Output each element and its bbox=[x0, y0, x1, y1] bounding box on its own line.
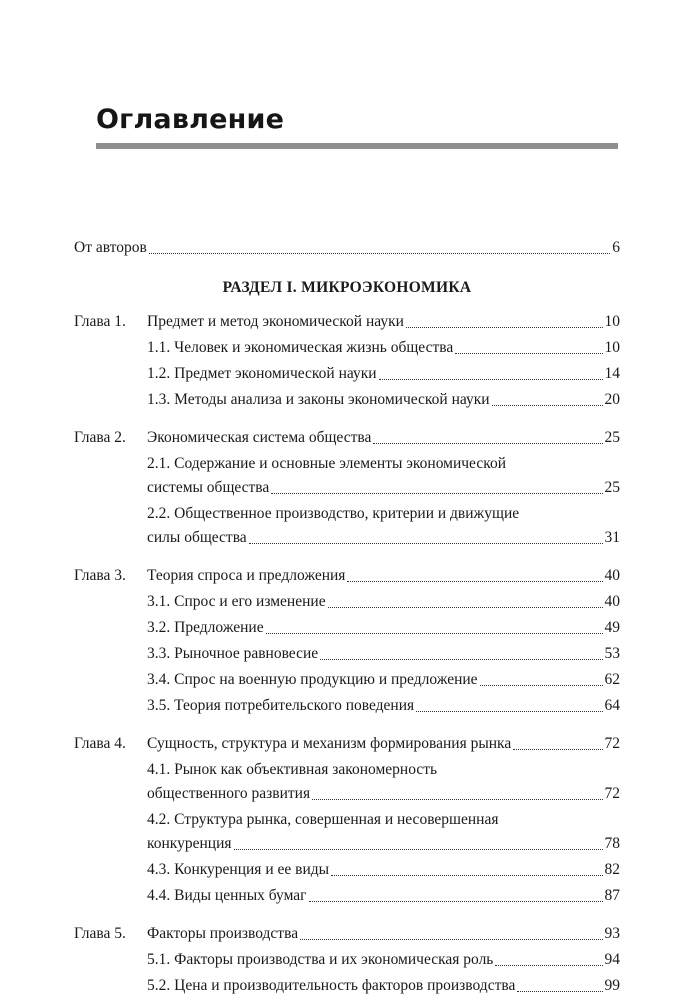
chapter-label: Глава 3. bbox=[74, 567, 126, 584]
toc-page-number: 49 bbox=[604, 619, 620, 636]
toc-subsection-entry[interactable] bbox=[74, 362, 620, 386]
chapters-list bbox=[74, 310, 620, 998]
chapter-label: Глава 2. bbox=[74, 429, 126, 446]
subsection-title: 3.5. Теория потребительского поведения bbox=[147, 697, 415, 714]
dot-leader bbox=[492, 405, 603, 406]
toc-subsection-entry[interactable] bbox=[74, 758, 620, 806]
toc-subsection-entry[interactable] bbox=[74, 948, 620, 972]
toc-page-number: 14 bbox=[604, 365, 620, 382]
dot-leader bbox=[309, 901, 603, 902]
dot-leader bbox=[517, 991, 602, 992]
subsection-title: 3.2. Предложение bbox=[147, 619, 264, 636]
toc-page-number: 25 bbox=[604, 429, 620, 446]
title-rule bbox=[96, 143, 618, 149]
toc-entry-text: От авторов bbox=[74, 239, 147, 256]
toc-page-number: 72 bbox=[604, 785, 620, 802]
chapter-title: Сущность, структура и механизм формирования рынка bbox=[147, 735, 512, 752]
chapter-label: Глава 1. bbox=[74, 313, 126, 330]
toc-page-number: 94 bbox=[604, 951, 620, 968]
toc-subsection-entry[interactable] bbox=[74, 452, 620, 500]
toc-page-number: 20 bbox=[604, 391, 620, 408]
chapter-block bbox=[74, 426, 620, 550]
dot-leader bbox=[379, 379, 603, 380]
chapter-title: Теория спроса и предложения bbox=[147, 567, 346, 584]
subsection-title-line1: 2.1. Содержание и основные элементы экономической bbox=[147, 455, 506, 472]
toc-page-number: 40 bbox=[604, 593, 620, 610]
toc-page-number: 6 bbox=[612, 239, 620, 256]
chapter-title: Экономическая система общества bbox=[147, 429, 372, 446]
subsection-title: 4.4. Виды ценных бумаг bbox=[147, 887, 307, 904]
dot-leader bbox=[312, 799, 602, 800]
chapter-block bbox=[74, 922, 620, 998]
toc-page-number: 40 bbox=[604, 567, 620, 584]
subsection-title: 5.2. Цена и производительность факторов производства bbox=[147, 977, 516, 994]
toc-subsection-entry[interactable] bbox=[74, 974, 620, 998]
dot-leader bbox=[271, 493, 602, 494]
toc-subsection-entry[interactable] bbox=[74, 668, 620, 692]
toc-subsection-entry[interactable] bbox=[74, 694, 620, 718]
dot-leader bbox=[513, 749, 602, 750]
toc-page-number: 62 bbox=[604, 671, 620, 688]
toc-page-number: 78 bbox=[604, 835, 620, 852]
subsection-title-line2: системы общества bbox=[147, 479, 270, 496]
chapter-block bbox=[74, 310, 620, 412]
toc-page-number: 53 bbox=[604, 645, 620, 662]
toc-subsection-entry[interactable] bbox=[74, 388, 620, 412]
toc-page-number: 10 bbox=[604, 313, 620, 330]
dot-leader bbox=[328, 607, 603, 608]
chapter-block bbox=[74, 732, 620, 908]
toc-chapter-entry[interactable] bbox=[74, 922, 620, 946]
toc-page-number: 82 bbox=[604, 861, 620, 878]
dot-leader bbox=[373, 443, 602, 444]
dot-leader bbox=[234, 849, 603, 850]
subsection-title-line2: конкуренция bbox=[147, 835, 232, 852]
subsection-title: 3.3. Рыночное равновесие bbox=[147, 645, 319, 662]
subsection-title: 5.1. Факторы производства и их экономическая роль bbox=[147, 951, 494, 968]
subsection-title-line2: силы общества bbox=[147, 529, 247, 546]
subsection-title: 1.1. Человек и экономическая жизнь общества bbox=[147, 339, 454, 356]
subsection-title: 1.3. Методы анализа и законы экономической науки bbox=[147, 391, 490, 408]
toc-page-number: 93 bbox=[604, 925, 620, 942]
toc-chapter-entry[interactable] bbox=[74, 426, 620, 450]
toc-subsection-entry[interactable] bbox=[74, 808, 620, 856]
dot-leader bbox=[320, 659, 602, 660]
dot-leader bbox=[266, 633, 603, 634]
dot-leader bbox=[416, 711, 602, 712]
dot-leader bbox=[331, 875, 602, 876]
dot-leader bbox=[300, 939, 602, 940]
toc-page-number: 25 bbox=[604, 479, 620, 496]
toc-chapter-entry[interactable] bbox=[74, 310, 620, 334]
dot-leader bbox=[249, 543, 603, 544]
chapter-title: Предмет и метод экономической науки bbox=[147, 313, 404, 330]
page-title: Оглавление bbox=[96, 104, 285, 135]
toc-page-number: 99 bbox=[604, 977, 620, 994]
toc-subsection-entry[interactable] bbox=[74, 616, 620, 640]
toc-chapter-entry[interactable] bbox=[74, 564, 620, 588]
chapter-label: Глава 4. bbox=[74, 735, 126, 752]
subsection-title: 3.1. Спрос и его изменение bbox=[147, 593, 326, 610]
toc-subsection-entry[interactable] bbox=[74, 502, 620, 550]
subsection-title-line1: 4.2. Структура рынка, совершенная и несовершенная bbox=[147, 811, 499, 828]
chapter-label: Глава 5. bbox=[74, 925, 126, 942]
toc-page-number: 72 bbox=[604, 735, 620, 752]
toc-page-number: 64 bbox=[604, 697, 620, 714]
toc-entry-from-authors[interactable] bbox=[74, 236, 620, 260]
dot-leader bbox=[347, 581, 602, 582]
toc-subsection-entry[interactable] bbox=[74, 642, 620, 666]
dot-leader bbox=[406, 327, 603, 328]
subsection-title: 4.3. Конкуренция и ее виды bbox=[147, 861, 330, 878]
subsection-title: 3.4. Спрос на военную продукцию и предложение bbox=[147, 671, 478, 688]
dot-leader bbox=[455, 353, 602, 354]
subsection-title-line1: 4.1. Рынок как объективная закономерность bbox=[147, 761, 438, 778]
dot-leader bbox=[495, 965, 602, 966]
toc-subsection-entry[interactable] bbox=[74, 336, 620, 360]
subsection-title-line1: 2.2. Общественное производство, критерии и движущие bbox=[147, 505, 520, 522]
toc-page-number: 87 bbox=[604, 887, 620, 904]
dot-leader bbox=[149, 253, 610, 254]
toc-chapter-entry[interactable] bbox=[74, 732, 620, 756]
dot-leader bbox=[480, 685, 603, 686]
toc-subsection-entry[interactable] bbox=[74, 590, 620, 614]
subsection-title: 1.2. Предмет экономической науки bbox=[147, 365, 377, 382]
section-heading: РАЗДЕЛ I. МИКРОЭКОНОМИКА bbox=[222, 279, 472, 296]
toc-subsection-entry[interactable] bbox=[74, 858, 620, 882]
toc-page-number: 10 bbox=[604, 339, 620, 356]
toc-subsection-entry[interactable] bbox=[74, 884, 620, 908]
subsection-title-line2: общественного развития bbox=[147, 785, 311, 802]
table-of-contents bbox=[74, 236, 620, 998]
chapter-block bbox=[74, 564, 620, 718]
toc-page-number: 31 bbox=[604, 529, 620, 546]
chapter-title: Факторы производства bbox=[147, 925, 299, 942]
